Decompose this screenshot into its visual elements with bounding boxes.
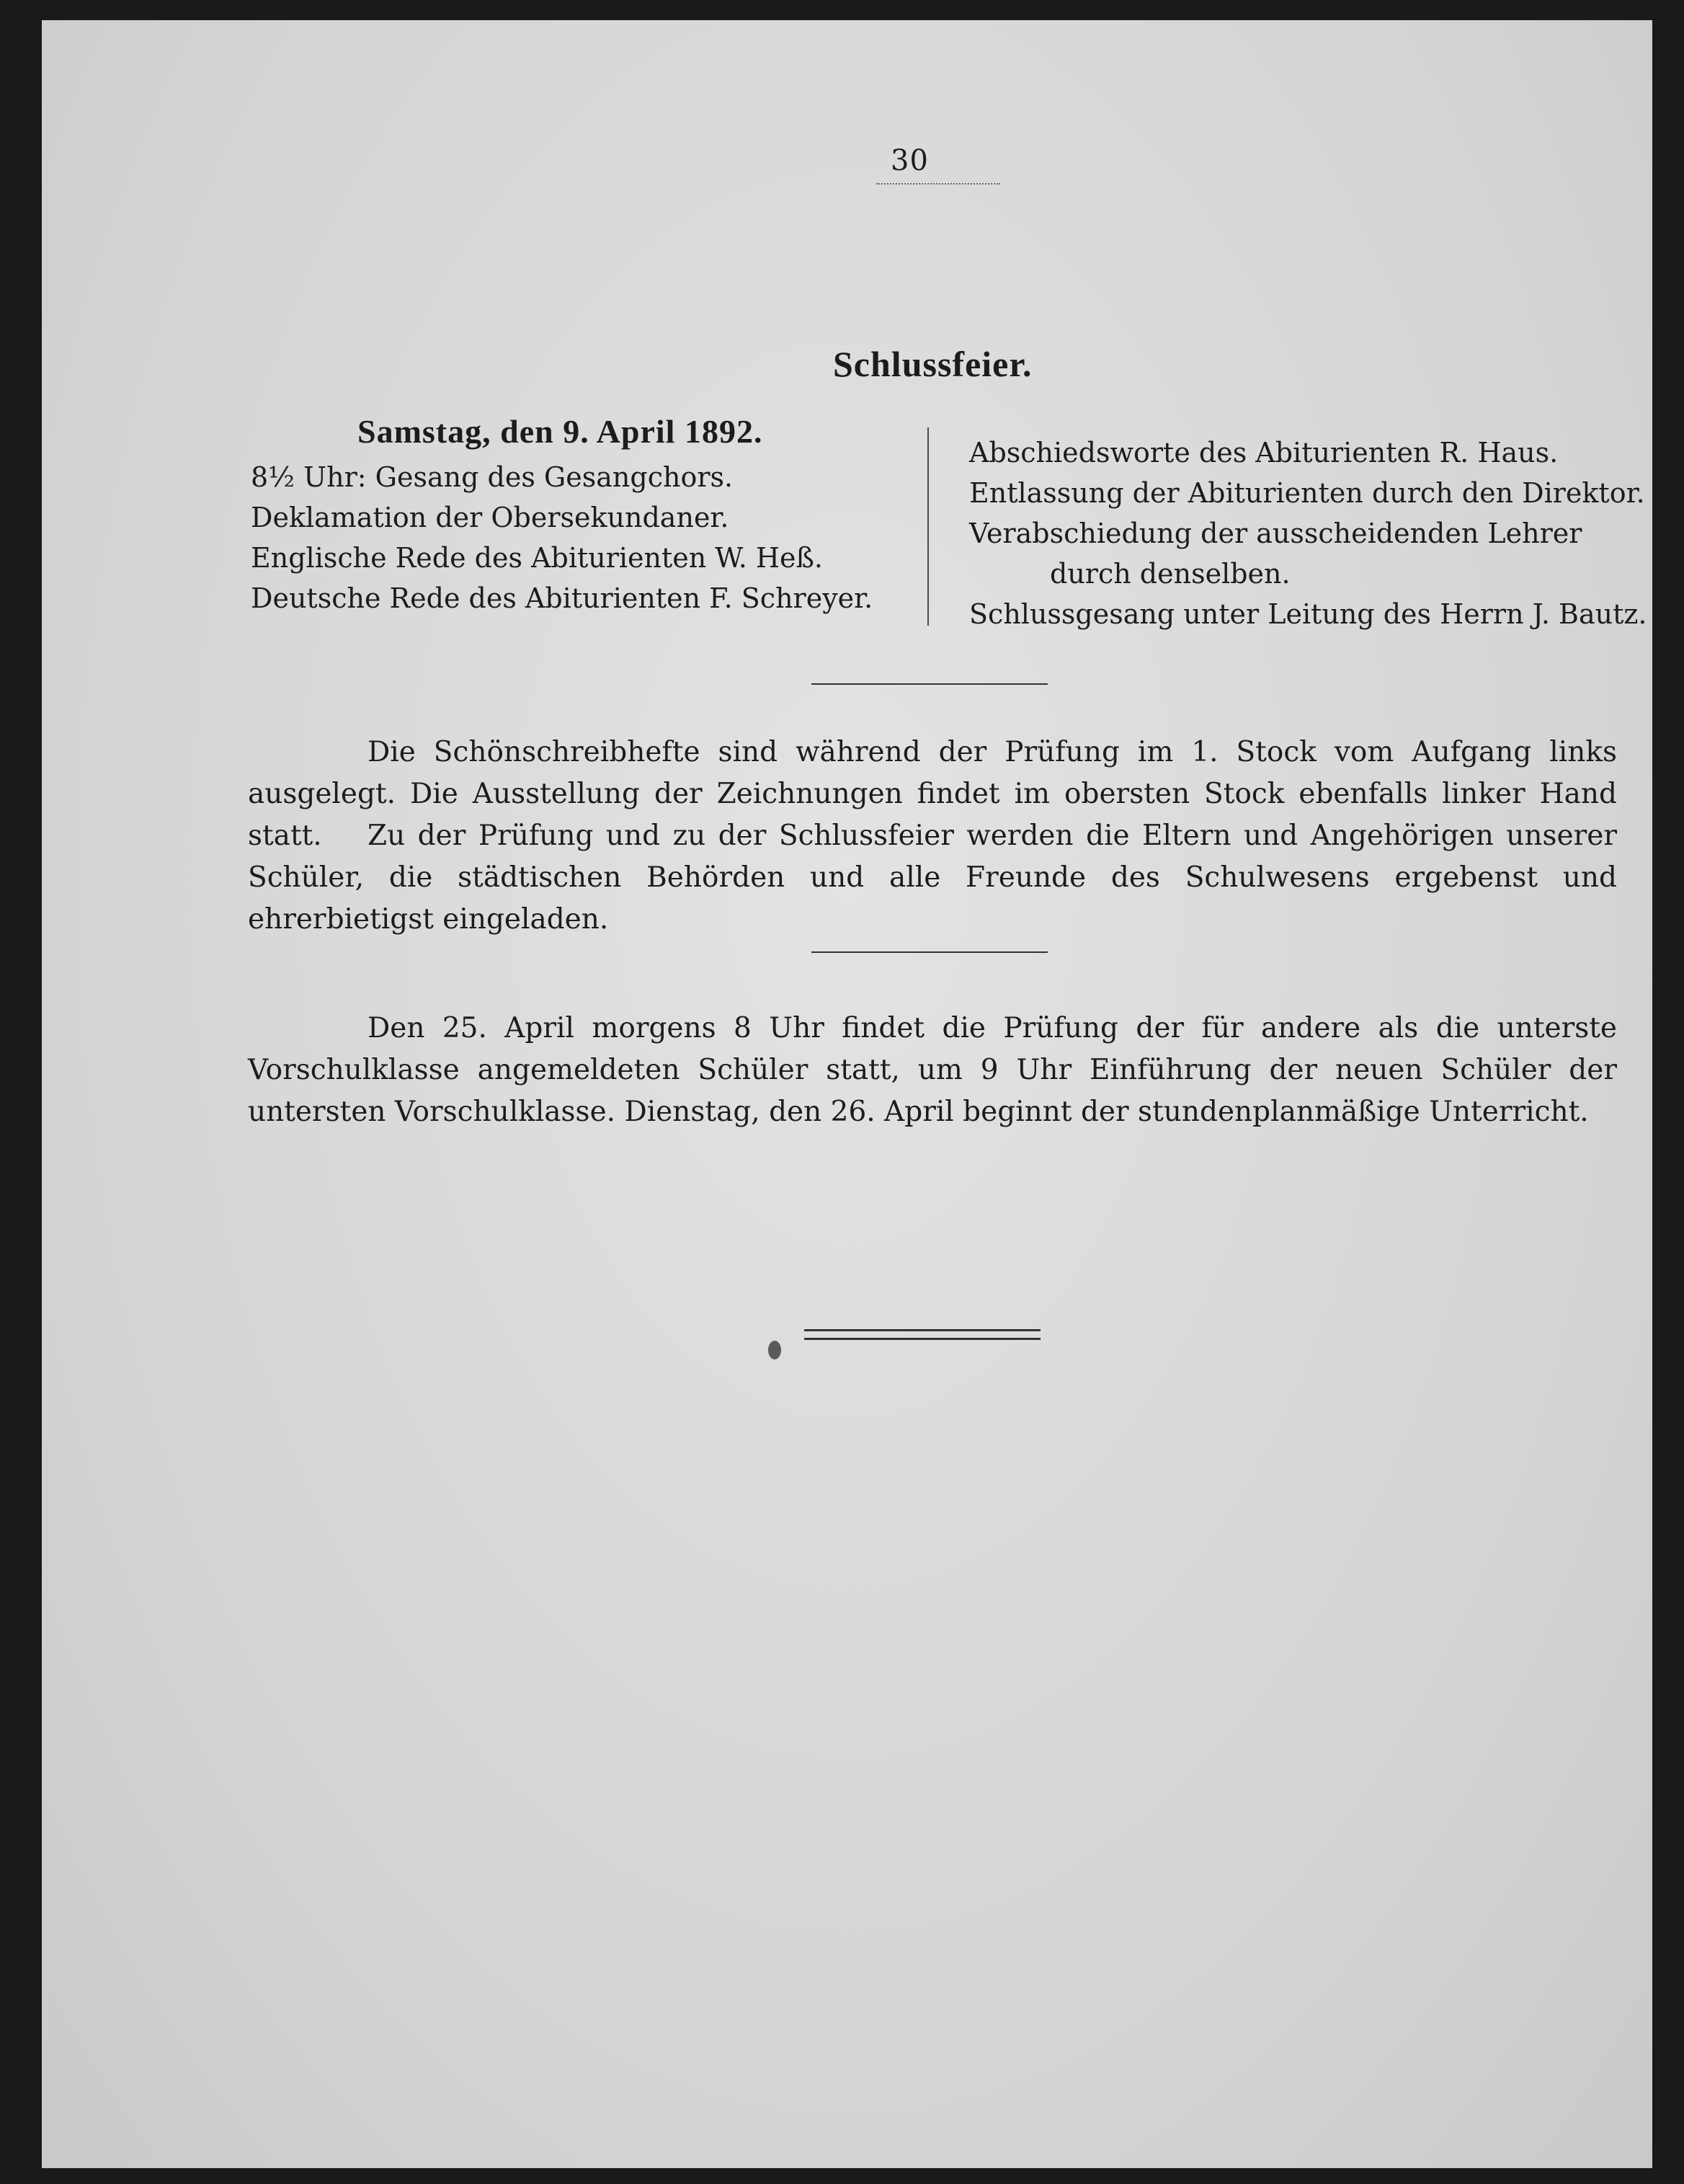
end-double-rule xyxy=(804,1329,1041,1331)
section-title: Schlussfeier. xyxy=(833,344,1033,384)
paragraph-text: Den 25. April morgens 8 Uhr findet die Prüfung der für andere als die unterste Vorschulklasse angemeldeten Schüler statt, um 9 Uhr Einführung der neuen Schüler der untersten Vorschulklasse. Dienstag, den 26. April beginnt der stundenplanmäßige Unterricht. xyxy=(248,1012,1617,1128)
program-item: Entlassung der Abiturienten durch den Direktor. xyxy=(969,477,1645,509)
program-item: 8½ Uhr: Gesang des Gesangchors. xyxy=(251,461,734,493)
column-divider xyxy=(927,427,929,626)
program-date-heading: Samstag, den 9. April 1892. xyxy=(357,413,763,450)
section-divider xyxy=(811,951,1048,953)
page-number: 30 xyxy=(891,144,929,177)
program-left-column xyxy=(251,457,899,618)
paragraph-text: Zu der Prüfung und zu der Schlussfeier werden die Eltern und Angehörigen unserer Schüler, die städtischen Behörden und alle Freunde des Schulwesens ergebenst und ehrerbietigst eingeladen. xyxy=(248,820,1617,936)
program-right-column xyxy=(969,432,1647,634)
program-item: Deutsche Rede des Abiturienten F. Schreyer. xyxy=(251,582,873,614)
program-item: Verabschiedung der ausscheidenden Lehrer xyxy=(969,518,1582,549)
paragraph-text: Die Schönschreibhefte sind während der Prüfung im 1. Stock vom Aufgang links ausgelegt. Die Ausstellung der Zeichnungen findet im obersten Stock ebenfalls linker Hand statt. xyxy=(248,736,1617,852)
program-item: Englische Rede des Abiturienten W. Heß. xyxy=(251,542,823,574)
ink-blot xyxy=(768,1341,781,1359)
page-number-ornament xyxy=(876,183,1000,187)
admission-paragraph xyxy=(248,1008,1617,1133)
program-item: Schlussgesang unter Leitung des Herrn J. Bautz. xyxy=(969,598,1647,630)
program-item: Deklamation der Obersekundaner. xyxy=(251,502,729,533)
program-item: Abschiedsworte des Abiturienten R. Haus. xyxy=(969,437,1559,469)
program-item: durch denselben. xyxy=(1050,558,1291,590)
invitation-paragraph xyxy=(248,815,1617,941)
end-double-rule xyxy=(804,1338,1041,1340)
section-divider xyxy=(811,683,1048,685)
scanned-page xyxy=(42,20,1652,2168)
